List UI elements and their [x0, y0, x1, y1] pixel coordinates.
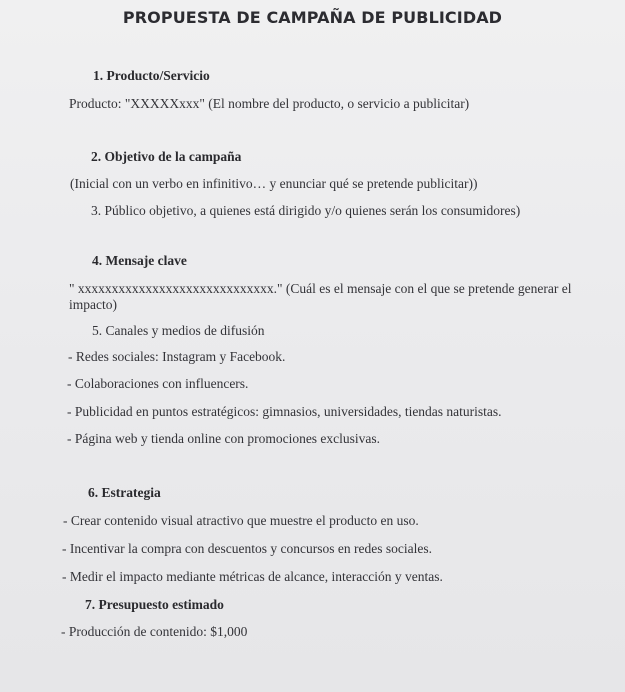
section-2-text: (Inicial con un verbo en infinitivo… y enunciar qué se pretende publicitar)) [70, 176, 478, 191]
section-5-heading: 5. Canales y medios de difusión [92, 323, 265, 338]
section-6-heading: 6. Estrategia [88, 485, 161, 500]
list-item: - Redes sociales: Instagram y Facebook. [68, 349, 286, 364]
section-2-heading: 2. Objetivo de la campaña [91, 149, 242, 164]
section-7-heading: 7. Presupuesto estimado [85, 597, 224, 612]
section-4-text: " xxxxxxxxxxxxxxxxxxxxxxxxxxxxx." (Cuál es el mensaje con el que se pretende generar el impacto) [69, 281, 572, 312]
list-item: - Crear contenido visual atractivo que muestre el producto en uso. [63, 513, 419, 528]
section-3-text: 3. Público objetivo, a quienes está dirigido y/o quienes serán los consumidores) [91, 203, 521, 218]
list-item: - Página web y tienda online con promociones exclusivas. [67, 431, 381, 446]
section-4-heading: 4. Mensaje clave [92, 253, 187, 268]
list-item: - Incentivar la compra con descuentos y concursos en redes sociales. [62, 541, 432, 556]
page-title: PROPUESTA DE CAMPAÑA DE PUBLICIDAD [122, 8, 503, 27]
list-item: - Colaboraciones con influencers. [67, 376, 249, 391]
list-item: - Publicidad en puntos estratégicos: gimnasios, universidades, tiendas naturistas. [67, 404, 502, 419]
section-1-heading: 1. Producto/Servicio [93, 68, 210, 83]
list-item: - Medir el impacto mediante métricas de alcance, interacción y ventas. [62, 569, 443, 584]
list-item: - Producción de contenido: $1,000 [61, 624, 248, 639]
section-1-text: Producto: "XXXXXxxx" (El nombre del producto, o servicio a publicitar) [69, 96, 470, 111]
